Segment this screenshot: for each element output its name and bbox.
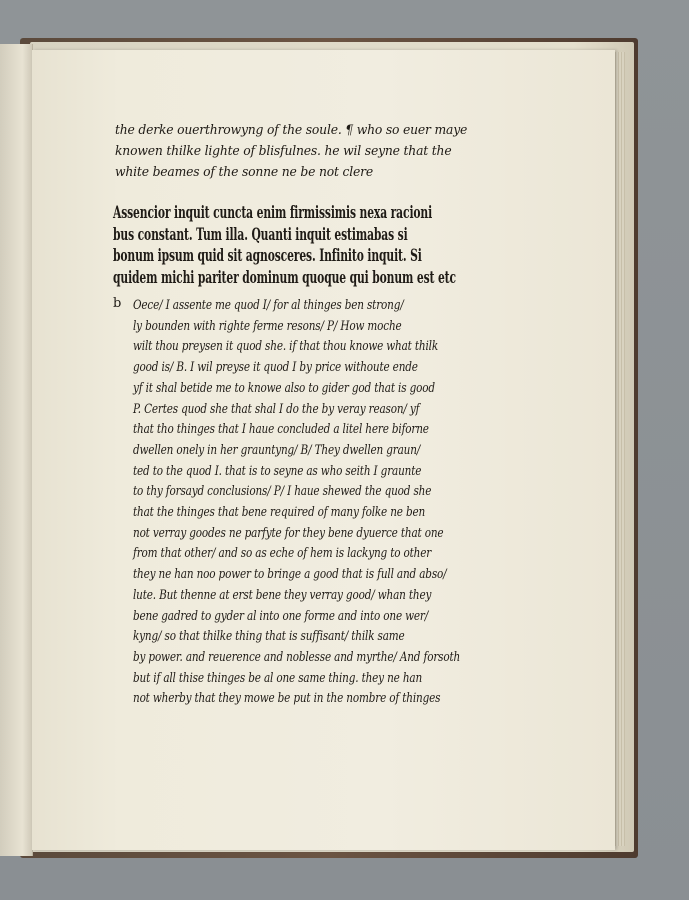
text-line: not verray goodes ne parfyte for they bene dyuerce that one: [133, 525, 444, 541]
text-line: to thy forsayd conclusions/ P/ I haue shewed the quod she: [133, 484, 432, 500]
text-line: by power. and reuerence and noblesse and myrthe/ And forsoth: [133, 649, 461, 665]
text-line: Assencior inquit cuncta enim firmissimis nexa racioni: [113, 203, 433, 223]
text-line: they ne han noo power to bringe a good that is full and abso/: [133, 567, 447, 583]
text-line: bene gadred to gyder al into one forme and into one wer/: [133, 608, 429, 624]
text-line: from that other/ and so as eche of hem is lackyng to other: [133, 546, 432, 562]
text-line: dwellen onely in her grauntyng/ B/ They dwellen graun/: [133, 442, 421, 458]
text-line: not wherby that they mowe be put in the nombre of thinges: [133, 691, 441, 707]
text-line: yf it shal betide me to knowe also to gider god that is good: [133, 380, 435, 396]
text-line: lute. But thenne at erst bene they verray good/ whan they: [133, 587, 432, 603]
text-line: that the thinges that bene required of many folke ne ben: [133, 505, 426, 521]
text-line: white beames of the sonne ne be not clere: [115, 165, 374, 180]
text-line: kyng/ so that thilke thing that is suffisant/ thilk same: [133, 629, 405, 645]
text-line: P. Certes quod she that shal I do the by veray reason/ yf: [133, 401, 420, 417]
intro-paragraph: [115, 120, 467, 183]
text-line: but if all thise thinges be al one same thing. they ne han: [133, 670, 423, 686]
text-line: Oece/ I assente me quod I/ for al thinges ben strong/: [133, 298, 404, 313]
latin-paragraph: [113, 203, 456, 289]
text-line: that tho thinges that I haue concluded a litel here biforne: [133, 422, 429, 438]
text-line: bonum ipsum quid sit agnosceres. Infinito inquit. Si: [113, 246, 422, 266]
text-line: wilt thou preysen it quod she. if that thou knowe what thilk: [133, 339, 439, 355]
left-page-leaf: [0, 44, 33, 856]
text-line: the derke ouerthrowyng of the soule. ¶ who so euer maye: [115, 123, 468, 138]
text-line: bus constant. Tum illa. Quanti inquit estimabas si: [113, 224, 408, 245]
text-line: ly bounden with righte ferme resons/ P/ How moche: [133, 318, 402, 334]
text-line: quidem michi pariter dominum quoque qui bonum est etc: [113, 267, 456, 288]
signature-mark: b: [113, 296, 122, 311]
english-paragraph: [133, 296, 460, 710]
text-line: knowen thilke lighte of blisfulnes. he wil seyne that the: [115, 144, 452, 159]
text-line: ted to the quod I. that is to seyne as who seith I graunte: [133, 463, 422, 479]
text-line: good is/ B. I wil preyse it quod I by price withoute ende: [133, 360, 418, 376]
